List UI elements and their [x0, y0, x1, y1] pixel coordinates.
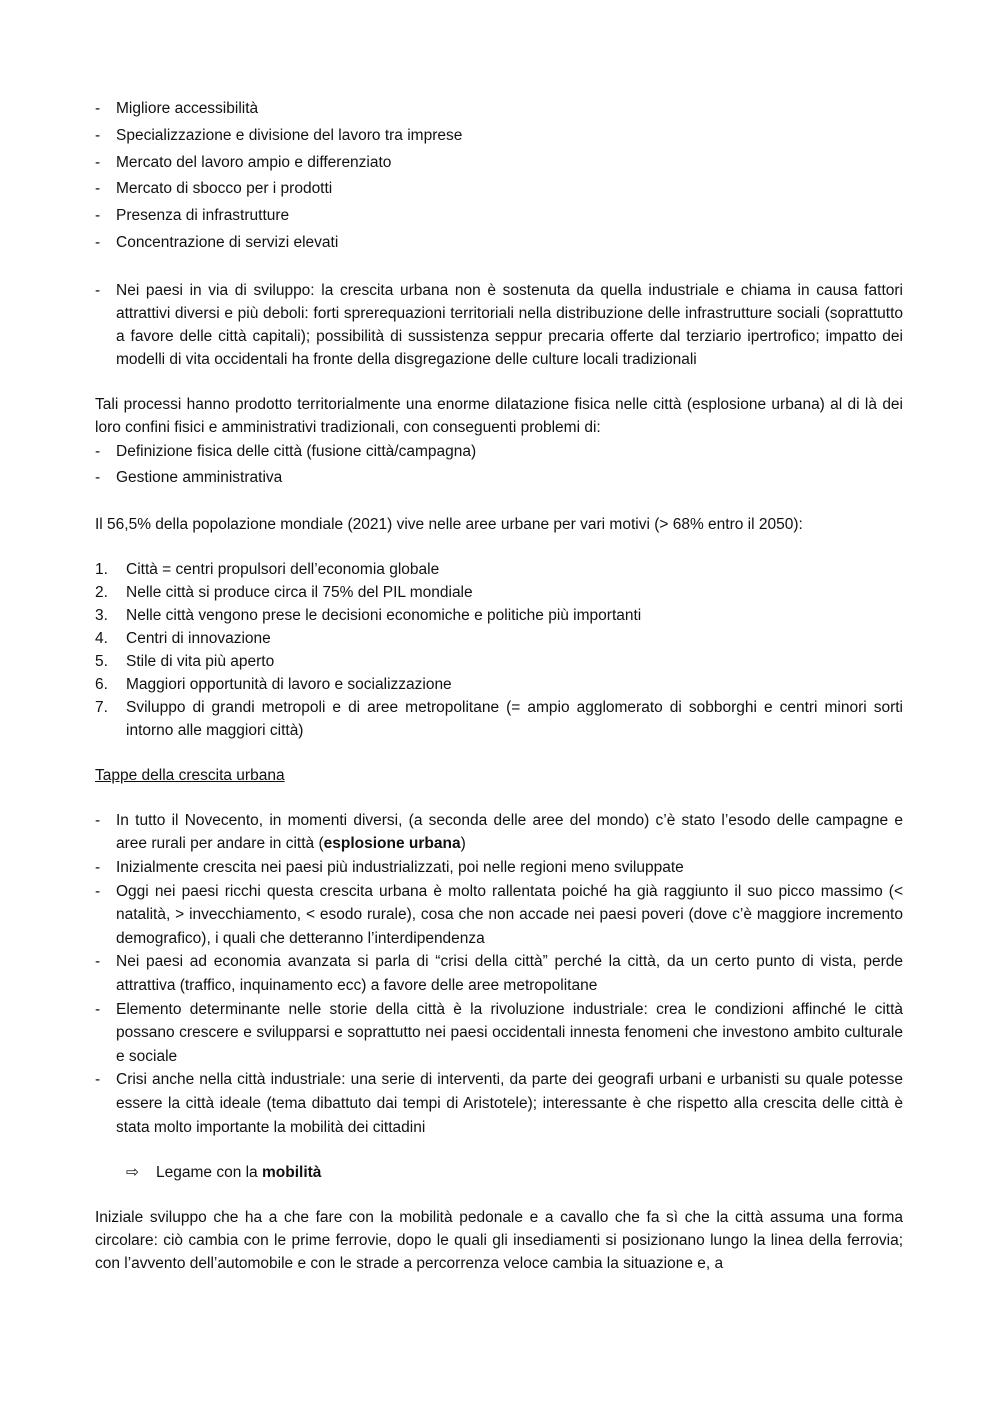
list-item: - Migliore accessibilità — [95, 96, 903, 123]
section-heading: Tappe della crescita urbana — [95, 766, 285, 784]
list-number: 4. — [95, 629, 108, 647]
list-number: 2. — [95, 583, 108, 601]
list-item: 4. Centri di innovazione — [95, 627, 903, 650]
list-item: 3. Nelle città vengono prese le decisioni economiche e politiche più importanti — [95, 604, 903, 627]
stages-list — [95, 809, 903, 1139]
dash-marker: - — [95, 442, 101, 460]
developing-countries-list — [95, 279, 903, 371]
list-item: - Concentrazione di servizi elevati — [95, 230, 903, 257]
paragraph: Iniziale sviluppo che ha a che fare con la mobilità pedonale e a cavallo che fa sì che la città assuma una forma circolare: ciò cambia con le prime ferrovie, dopo le quali gli insediamenti si posizionano lungo la linea della ferrovia; con l’avvento dell’automobile e con le strade a percorrenza veloce cambia la situazione e, a — [95, 1209, 903, 1273]
list-item: - Definizione fisica delle città (fusione città/campagna) — [95, 439, 903, 465]
list-item: - Nei paesi ad economia avanzata si parla di “crisi della città” perché la città, da un certo punto di vista, perde attrattiva (traffico, inquinamento ecc) a favore delle aree metropolitane — [95, 950, 903, 997]
dash-marker: - — [95, 281, 101, 299]
list-item: - Mercato di sbocco per i prodotti — [95, 176, 903, 203]
dash-marker: - — [95, 811, 101, 829]
list-item: - In tutto il Novecento, in momenti diversi, (a seconda delle aree del mondo) c’è stato l’esodo delle campagne e aree rurali per andare in città (esplosione urbana) — [95, 809, 903, 856]
problems-list — [95, 439, 903, 491]
list-number: 7. — [95, 698, 108, 716]
dash-marker: - — [95, 468, 101, 486]
paragraph: Tali processi hanno prodotto territorialmente una enorme dilatazione fisica nelle città (esplosione urbana) al di là dei loro confini fisici e amministrativi tradizionali, con conseguenti problemi di: — [95, 395, 903, 436]
arrow-right-icon: ⇨ — [126, 1164, 139, 1182]
list-number: 1. — [95, 560, 108, 578]
list-number: 5. — [95, 652, 108, 670]
list-item: - Nei paesi in via di sviluppo: la crescita urbana non è sostenuta da quella industriale e chiama in causa fattori attrattivi diversi e più deboli: forti sprerequazioni territoriali nella distribuzione delle infrastrutture sociali (soprattutto a favore delle città capitali); possibilità di sussistenza seppur precaria offerte dal terziario ipertrofico; impatto dei modelli di vita occidentali ha fronte della disgregazione delle culture locali tradizionali — [95, 279, 903, 371]
numbered-list — [95, 558, 903, 742]
list-item: 1. Città = centri propulsori dell’economia globale — [95, 558, 903, 581]
dash-marker: - — [95, 180, 101, 198]
list-item: 2. Nelle città si produce circa il 75% del PIL mondiale — [95, 581, 903, 604]
dash-marker: - — [95, 1000, 101, 1018]
list-number: 3. — [95, 606, 108, 624]
list-item: - Crisi anche nella città industriale: una serie di interventi, da parte dei geografi urbani e urbanisti su quale potesse essere la città ideale (tema dibattuto dai tempi di Aristotele); interessante è che rispetto alla crescita delle città è stata molto importante la mobilità dei cittadini — [95, 1068, 903, 1139]
list-item: - Specializzazione e divisione del lavoro tra imprese — [95, 123, 903, 150]
dash-marker: - — [95, 100, 101, 117]
list-item: - Elemento determinante nelle storie della città è la rivoluzione industriale: crea le condizioni affinché le città possano crescere e svilupparsi e soprattutto nei paesi occidentali innesta fenomeni che investono ambito culturale e sociale — [95, 998, 903, 1069]
dash-marker: - — [95, 207, 101, 225]
paragraph: Il 56,5% della popolazione mondiale (2021) vive nelle aree urbane per vari motivi (> 68% entro il 2050): — [95, 515, 803, 533]
list-item: 5. Stile di vita più aperto — [95, 650, 903, 673]
bold-term: esplosione urbana — [323, 835, 461, 853]
dash-marker: - — [95, 882, 101, 900]
list-item: - Mercato del lavoro ampio e differenziato — [95, 150, 903, 177]
list-item: 6. Maggiori opportunità di lavoro e socializzazione — [95, 673, 903, 696]
factors-list — [95, 96, 903, 257]
list-item: - Oggi nei paesi ricchi questa crescita urbana è molto rallentata poiché ha già raggiunto il suo picco massimo (< natalità, > invecchiamento, < esodo rurale), cosa che non accade nei paesi poveri (dove c’è maggiore incremento demografico), i quali che detteranno l’interdipendenza — [95, 880, 903, 951]
dash-marker: - — [95, 233, 101, 251]
list-item: - Presenza di infrastrutture — [95, 203, 903, 230]
dash-marker: - — [95, 953, 101, 971]
list-item: - Gestione amministrativa — [95, 465, 903, 491]
dash-marker: - — [95, 1071, 101, 1089]
list-item: 7. Sviluppo di grandi metropoli e di aree metropolitane (= ampio agglomerato di sobborghi e centri minori sorti intorno alle maggiori città) — [95, 696, 903, 742]
dash-marker: - — [95, 858, 101, 876]
dash-marker: - — [95, 126, 101, 144]
bold-term: mobilità — [262, 1164, 322, 1182]
list-item: - Inizialmente crescita nei paesi più industrializzati, poi nelle regioni meno sviluppate — [95, 856, 903, 880]
dash-marker: - — [95, 153, 101, 171]
document-body — [95, 96, 903, 1275]
list-number: 6. — [95, 675, 108, 693]
arrow-point: ⇨ Legame con la mobilità — [95, 1161, 903, 1184]
